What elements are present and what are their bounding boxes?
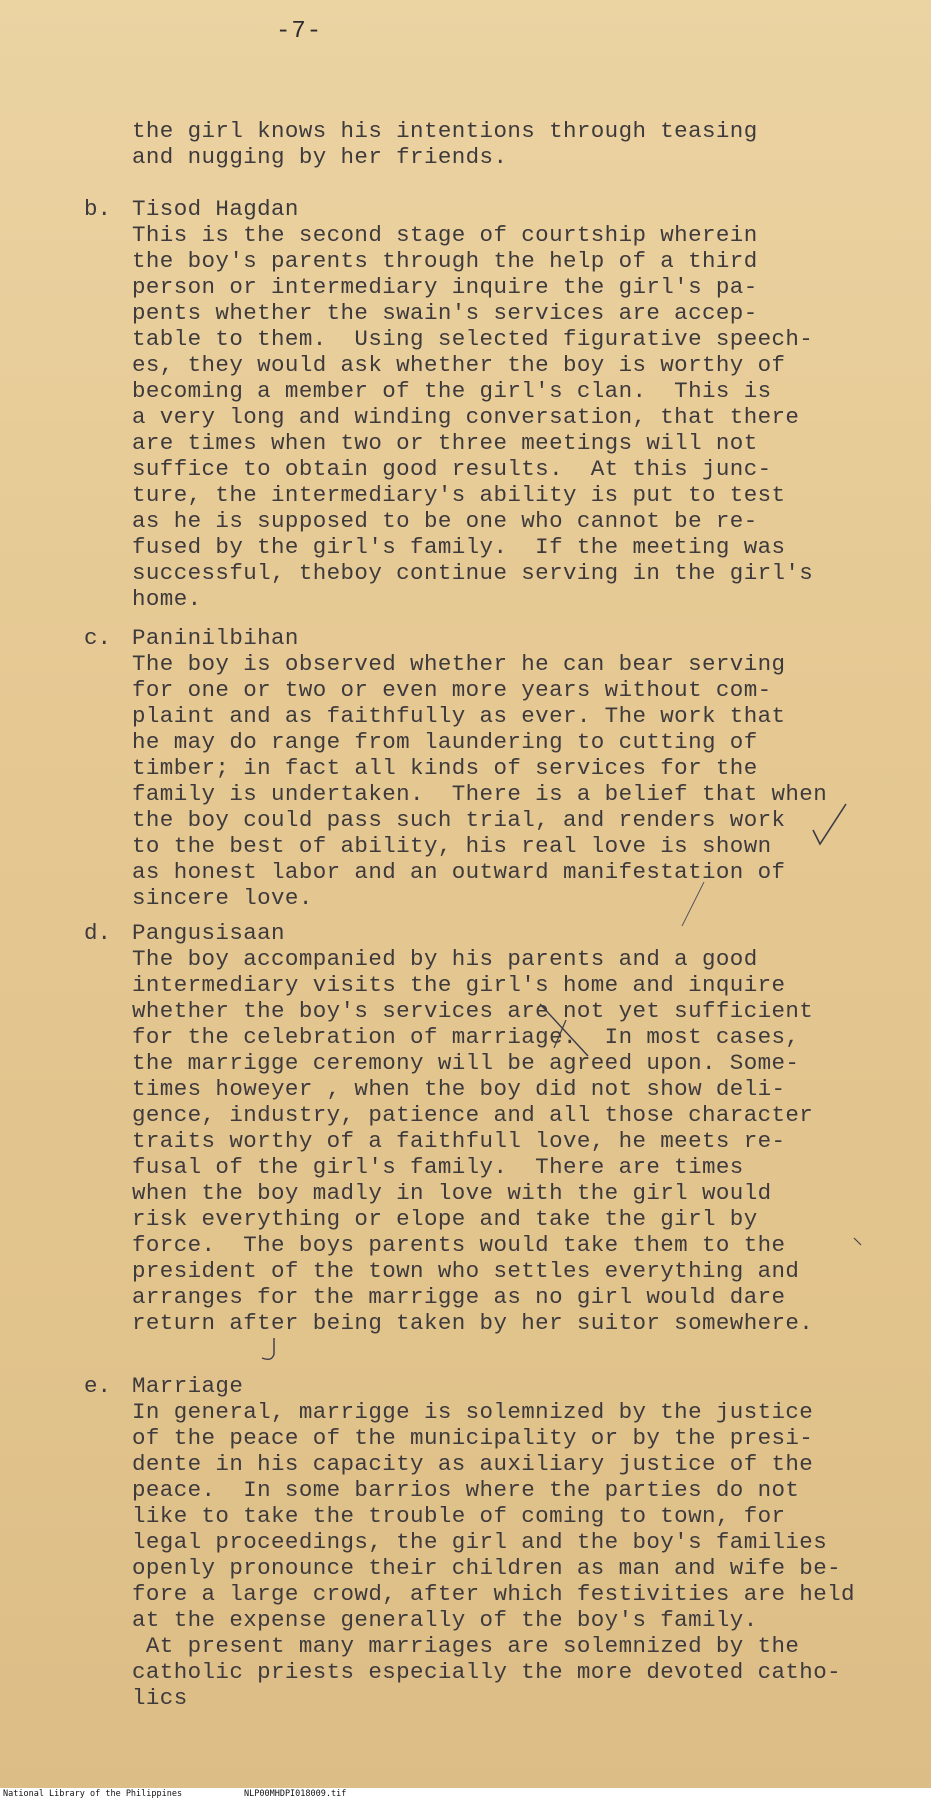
text-line: of the peace of the municipality or by the presi- xyxy=(132,1425,814,1451)
handwritten-hook-mark xyxy=(256,1336,280,1366)
text-line: suffice to obtain good results. At this junc- xyxy=(132,456,772,482)
text-line: At present many marriages are solemnized by the xyxy=(132,1633,800,1659)
text-line: fused by the girl's family. If the meeting was xyxy=(132,534,786,560)
text-line: whether the boy's services are not yet sufficient xyxy=(132,998,814,1024)
text-line: president of the town who settles everything and xyxy=(132,1258,800,1284)
section-heading: Paninilbihan xyxy=(132,625,299,651)
text-line: traits worthy of a faithfull love, he meets re- xyxy=(132,1128,786,1154)
section-marker: e. xyxy=(84,1373,112,1399)
handwritten-cross-mark xyxy=(536,1000,596,1060)
text-line: the marrigge ceremony will be agreed upon. Some- xyxy=(132,1050,800,1076)
text-line: plaint and as faithfully as ever. The work that xyxy=(132,703,786,729)
text-line: as honest labor and an outward manifestation of xyxy=(132,859,786,885)
handwritten-check-mark xyxy=(810,800,850,850)
text-line: legal proceedings, the girl and the boy's families xyxy=(132,1529,828,1555)
text-line: the boy's parents through the help of a third xyxy=(132,248,758,274)
scan-filename: NLP00MHDPI018009.tif xyxy=(244,1789,347,1799)
section-marker: b. xyxy=(84,196,112,222)
text-line: peace. In some barrios where the parties do not xyxy=(132,1477,800,1503)
text-line: successful, theboy continue serving in the girl's xyxy=(132,560,814,586)
handwritten-tick-mark xyxy=(852,1236,868,1252)
text-line: the boy could pass such trial, and renders work xyxy=(132,807,786,833)
text-line: home. xyxy=(132,586,202,612)
section-marker: d. xyxy=(84,920,112,946)
text-line: like to take the trouble of coming to town, for xyxy=(132,1503,786,1529)
text-line: he may do range from laundering to cutting of xyxy=(132,729,758,755)
text-line: intermediary visits the girl's home and inquire xyxy=(132,972,786,998)
section-heading: Pangusisaan xyxy=(132,920,285,946)
text-line: as he is supposed to be one who cannot be re- xyxy=(132,508,758,534)
archive-credit: National Library of the Philippines xyxy=(3,1789,183,1799)
text-line: person or intermediary inquire the girl's pa- xyxy=(132,274,758,300)
text-line: times howeyer , when the boy did not show deli- xyxy=(132,1076,786,1102)
text-line: becoming a member of the girl's clan. This is xyxy=(132,378,772,404)
text-line: fusal of the girl's family. There are times xyxy=(132,1154,744,1180)
text-line: gence, industry, patience and all those character xyxy=(132,1102,814,1128)
section-heading: Marriage xyxy=(132,1373,244,1399)
text-line: for one or two or even more years without com- xyxy=(132,677,772,703)
text-line: lics xyxy=(132,1685,188,1711)
text-line: to the best of ability, his real love is shown xyxy=(132,833,772,859)
text-line: This is the second stage of courtship wherein xyxy=(132,222,758,248)
text-line: at the expense generally of the boy's family. xyxy=(132,1607,758,1633)
text-line: force. The boys parents would take them to the xyxy=(132,1232,786,1258)
text-line: sincere love. xyxy=(132,885,313,911)
text-line: The boy is observed whether he can bear serving xyxy=(132,651,786,677)
text-line: the girl knows his intentions through teasing xyxy=(132,118,758,144)
text-line: openly pronounce their children as man and wife be- xyxy=(132,1555,842,1581)
text-line: pents whether the swain's services are accep- xyxy=(132,300,758,326)
text-line: es, they would ask whether the boy is worthy of xyxy=(132,352,786,378)
scan-footer xyxy=(0,1788,931,1800)
text-line: return after being taken by her suitor somewhere. xyxy=(132,1310,814,1336)
handwritten-slash-mark xyxy=(678,880,708,930)
text-line: ture, the intermediary's ability is put to test xyxy=(132,482,786,508)
text-line: The boy accompanied by his parents and a good xyxy=(132,946,758,972)
text-line: for the celebration of marriage. In most cases, xyxy=(132,1024,800,1050)
section-heading: Tisod Hagdan xyxy=(132,196,299,222)
text-line: when the boy madly in love with the girl would xyxy=(132,1180,772,1206)
text-line: risk everything or elope and take the girl by xyxy=(132,1206,758,1232)
text-line: fore a large crowd, after which festivities are held xyxy=(132,1581,855,1607)
text-line: In general, marrigge is solemnized by the justice xyxy=(132,1399,814,1425)
text-line: family is undertaken. There is a belief that when xyxy=(132,781,828,807)
section-marker: c. xyxy=(84,625,112,651)
text-line: timber; in fact all kinds of services for the xyxy=(132,755,758,781)
text-line: a very long and winding conversation, that there xyxy=(132,404,800,430)
page-number: -7- xyxy=(276,18,323,45)
text-line: dente in his capacity as auxiliary justice of the xyxy=(132,1451,814,1477)
text-line: arranges for the marrigge as no girl would dare xyxy=(132,1284,786,1310)
text-line: catholic priests especially the more devoted catho- xyxy=(132,1659,842,1685)
text-line: table to them. Using selected figurative speech- xyxy=(132,326,814,352)
text-line: and nugging by her friends. xyxy=(132,144,508,170)
text-line: are times when two or three meetings will not xyxy=(132,430,758,456)
